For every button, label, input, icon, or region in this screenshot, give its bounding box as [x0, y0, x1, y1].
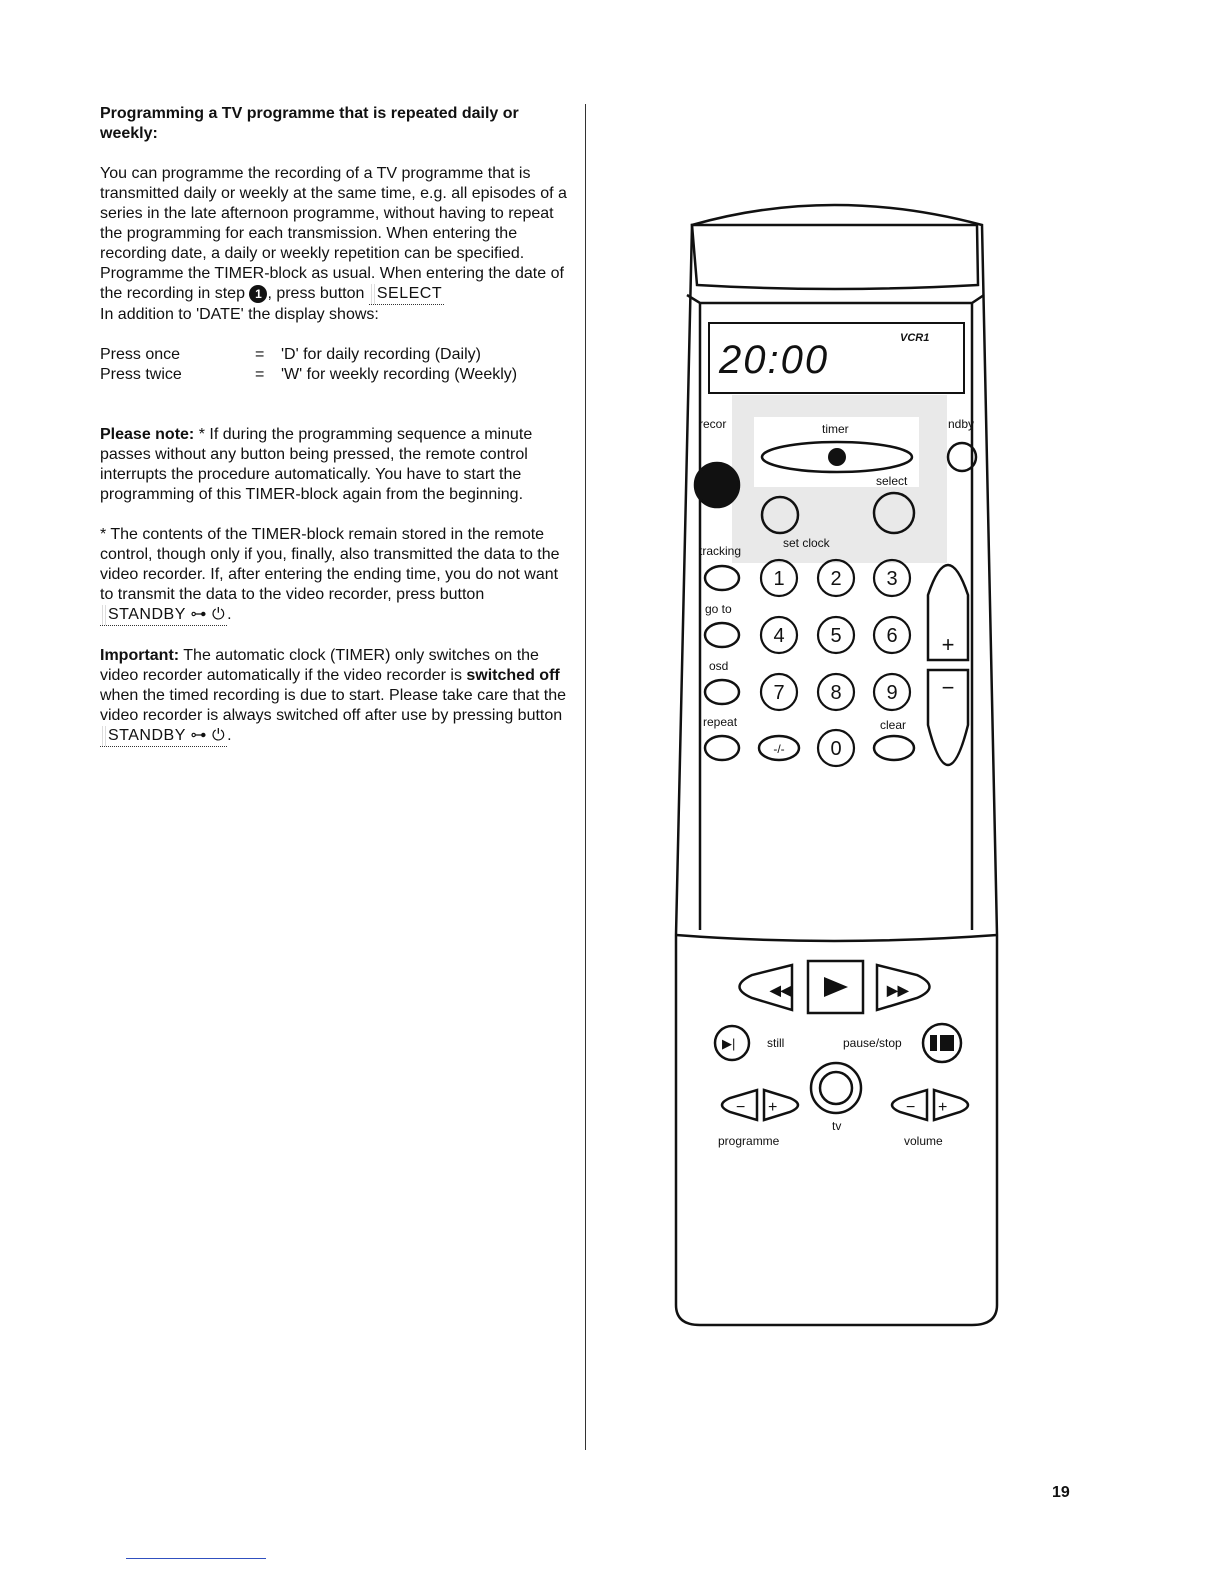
press-row-once	[100, 345, 570, 365]
step-text-a: Programme the TIMER-block as usual. When entering the date of the recording in step	[100, 265, 564, 302]
digit-6: 6	[886, 625, 898, 647]
label-tv: tv	[832, 1119, 842, 1133]
digit-7: 7	[773, 682, 785, 704]
label-osd: osd	[709, 659, 729, 673]
press-row-twice	[100, 365, 570, 385]
power-icon: ⏻	[212, 727, 226, 744]
standby-label: STANDBY	[108, 606, 186, 623]
important-label: Important:	[100, 647, 180, 664]
tv-power-button	[811, 1063, 861, 1113]
important-text-a: The automatic clock (TIMER) only switches on the video recorder automatically if the video recorder is	[100, 647, 539, 684]
press-key: Press twice	[100, 366, 182, 383]
power-icon: ⏻	[212, 606, 226, 623]
digit-2: 2	[830, 568, 842, 590]
digit-4: 4	[773, 625, 785, 647]
step-text-b: , press button	[267, 285, 365, 302]
step-text-c: In addition to 'DATE' the display shows:	[100, 306, 379, 323]
label-timer: timer	[822, 422, 849, 436]
select-button-ref: SELECT	[369, 284, 444, 305]
important-emphasis: switched off	[466, 667, 560, 684]
press-value: 'D' for daily recording (Daily)	[281, 346, 481, 363]
press-value: 'W' for weekly recording (Weekly)	[281, 366, 518, 383]
goto-button	[705, 623, 739, 647]
standby-button-ref	[100, 605, 227, 626]
svg-text:◀◀: ◀◀	[770, 982, 792, 998]
step-number-badge: 1	[249, 285, 267, 303]
display-time: 20:00	[719, 338, 830, 382]
label-pause-stop: pause/stop	[843, 1036, 902, 1050]
page-number: 19	[1052, 1484, 1070, 1501]
rocker-plus: +	[941, 632, 955, 657]
digit-9: 9	[886, 682, 898, 704]
key-icon: ⊶	[190, 606, 208, 623]
label-repeat: repeat	[703, 715, 738, 729]
press-eq: =	[255, 366, 265, 383]
svg-text:▶|: ▶|	[722, 1036, 736, 1051]
period: .	[227, 606, 232, 623]
display-mode: VCR1	[900, 332, 930, 344]
clear-button	[874, 736, 914, 760]
important-text-c: when the timed recording is due to start. Please take care that the video recorder is always switched off after use by pressing button	[100, 687, 567, 724]
svg-text:−: −	[906, 1099, 916, 1116]
note2-paragraph	[100, 525, 570, 626]
label-tracking: tracking	[699, 544, 742, 558]
standby-button-ref-2	[100, 726, 227, 747]
label-record: recor	[699, 417, 727, 431]
important-paragraph	[100, 646, 570, 747]
timer-icon	[828, 448, 846, 466]
press-key: Press once	[100, 346, 181, 363]
tracking-button	[705, 566, 739, 590]
instruction-paragraph	[100, 264, 570, 325]
key-icon: ⊶	[190, 727, 208, 744]
label-go-to: go to	[705, 602, 732, 616]
label-standby: ndby	[948, 417, 975, 431]
text-column	[100, 104, 570, 747]
note-paragraph	[100, 425, 570, 505]
label-still: still	[767, 1036, 785, 1050]
note-body: * If during the programming sequence a minute passes without any button being pressed, the remote control interrupts the procedure automatically. You have to start the programming of this TIMER-block again from the beginning.	[100, 426, 533, 503]
dash-label: -/-	[773, 742, 785, 756]
repeat-button	[705, 736, 739, 760]
label-volume: volume	[904, 1134, 943, 1148]
record-button	[695, 463, 739, 507]
channel-rocker	[928, 565, 968, 765]
svg-text:+: +	[938, 1099, 948, 1116]
period: .	[227, 727, 232, 744]
note2-text: * The contents of the TIMER-block remain stored in the remote control, though only if you, finally, also transmitted the data to the video recorder. If, after entering the ending time, you do not want to transmit the data to the video recorder, press button	[100, 526, 560, 603]
label-set-clock: set clock	[783, 536, 830, 550]
rocker-minus: −	[941, 675, 955, 700]
digit-1: 1	[773, 568, 785, 590]
column-divider	[585, 104, 586, 1450]
standby-label: STANDBY	[108, 727, 186, 744]
digit-8: 8	[830, 682, 842, 704]
osd-button	[705, 680, 739, 704]
remote-control-illustration	[672, 195, 1002, 1340]
digit-3: 3	[886, 568, 898, 590]
label-programme: programme	[718, 1134, 780, 1148]
svg-text:▶▶: ▶▶	[887, 982, 909, 998]
press-eq: =	[255, 346, 265, 363]
svg-text:−: −	[736, 1099, 746, 1116]
section-heading: Programming a TV programme that is repeated daily or weekly:	[100, 105, 519, 142]
note-label: Please note:	[100, 426, 195, 443]
digit-0: 0	[830, 738, 842, 760]
digit-5: 5	[830, 625, 842, 647]
label-select: select	[876, 474, 908, 488]
svg-text:+: +	[768, 1099, 778, 1116]
footer-rule	[126, 1558, 266, 1559]
label-clear: clear	[880, 718, 907, 732]
intro-paragraph: You can programme the recording of a TV programme that is transmitted daily or weekly at the same time, e.g. all episodes of a series in the late afternoon programme, without having to repeat the programming for each transmission. When entering the recording date, a daily or weekly repetition can be specified.	[100, 165, 567, 262]
